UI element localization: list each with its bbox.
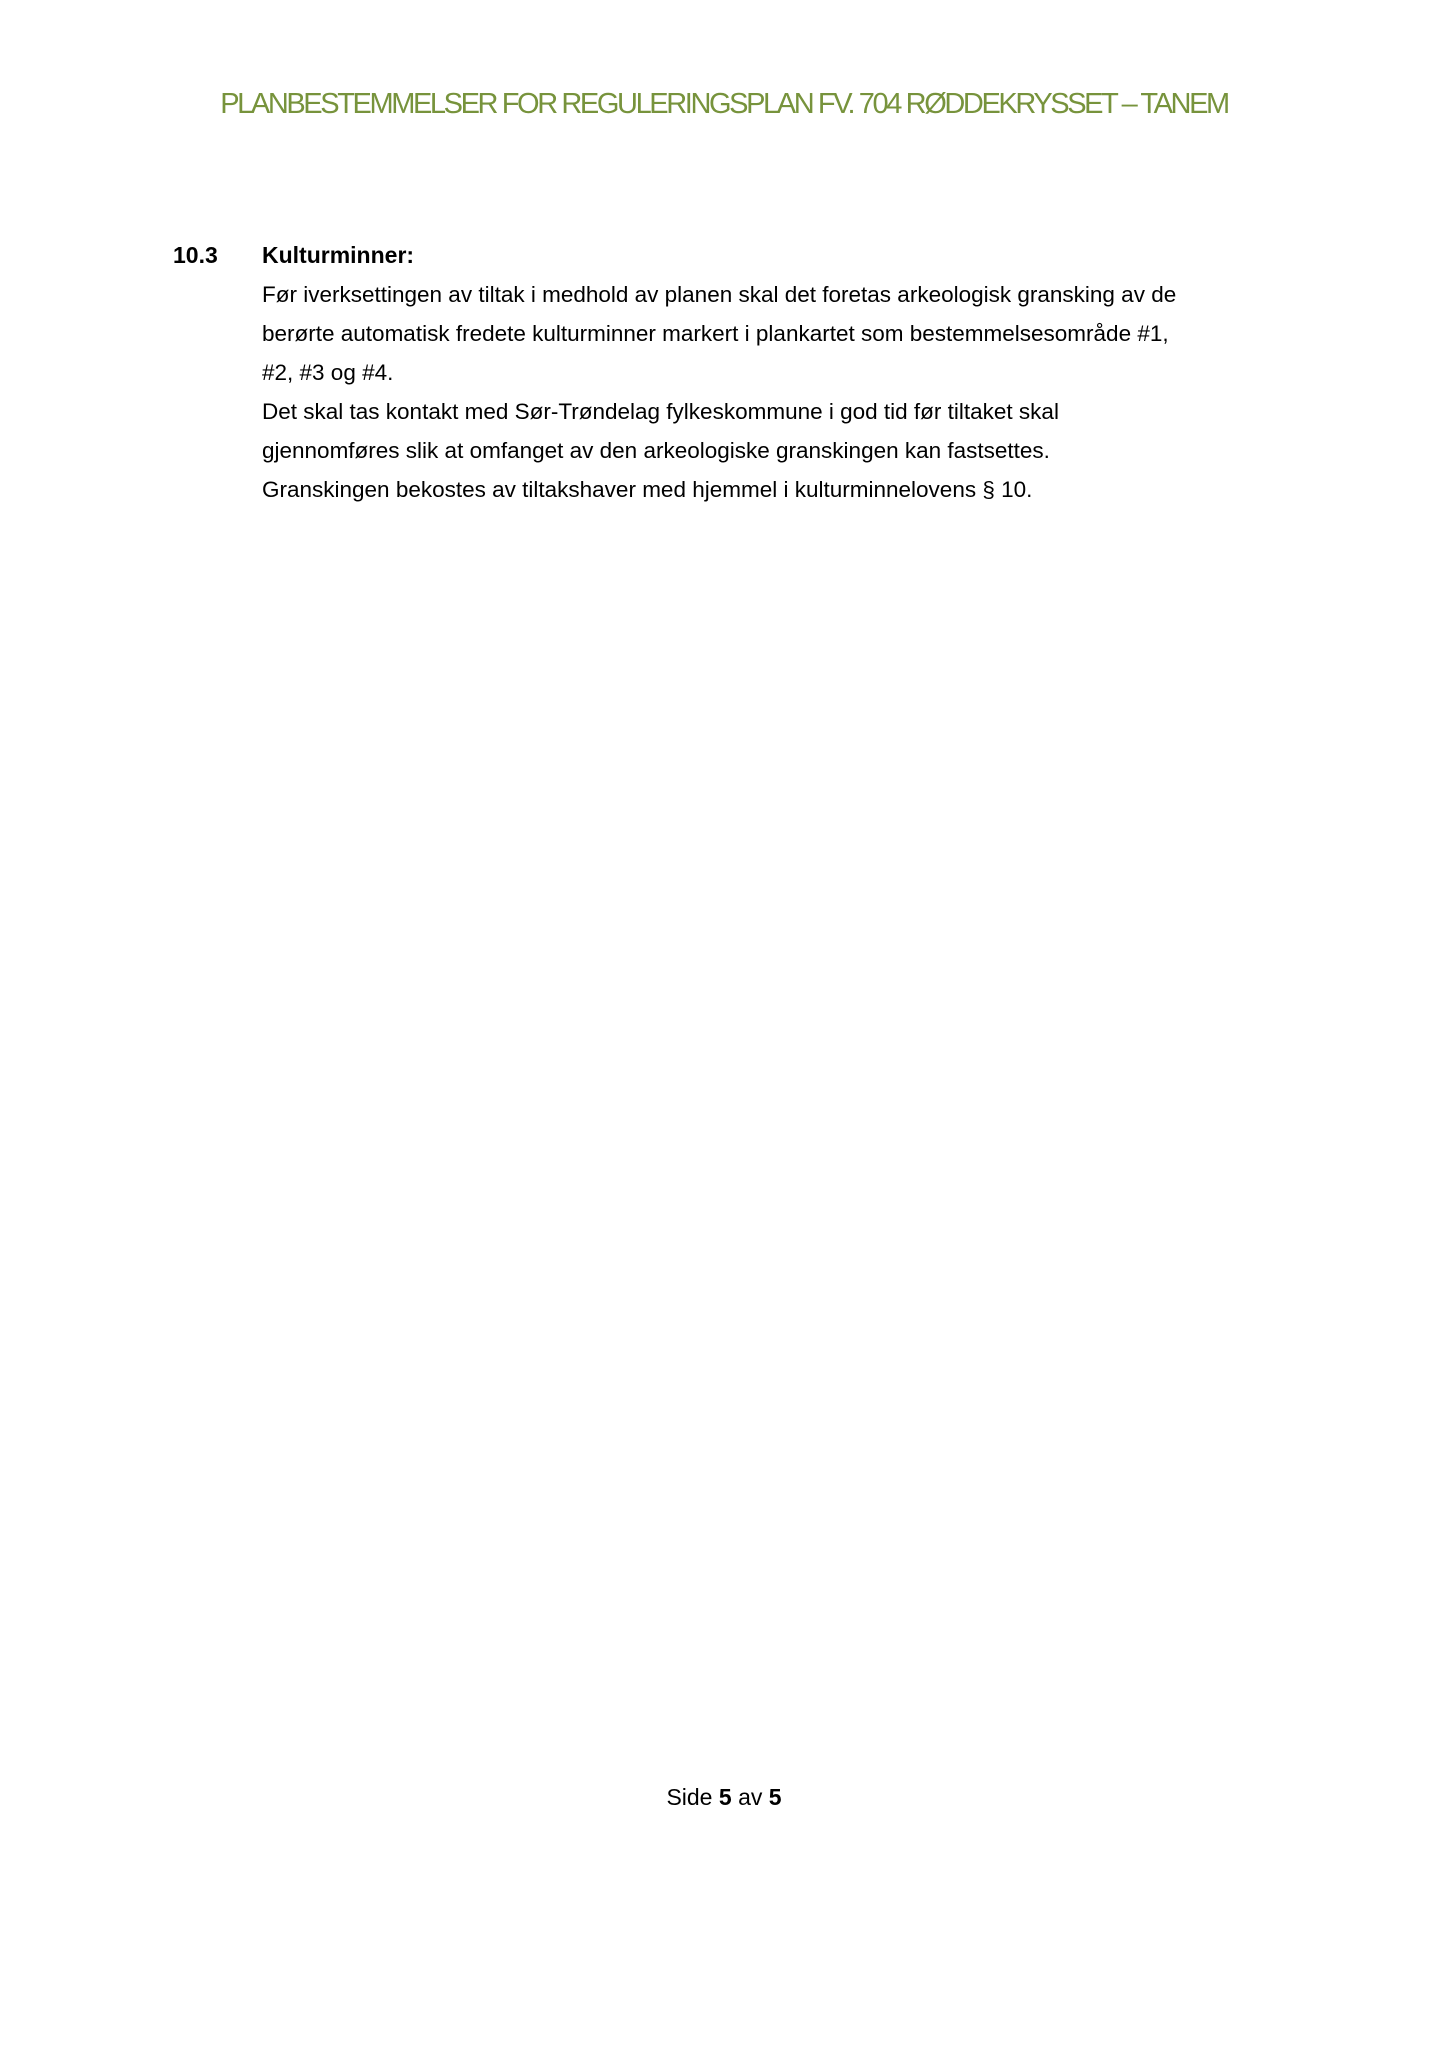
paragraph-line: #2, #3 og #4. — [262, 360, 394, 385]
section-title: Kulturminner: — [262, 242, 415, 268]
paragraph-line: Det skal tas kontakt med Sør-Trøndelag fylkeskommune i god tid før tiltaket skal — [262, 399, 1059, 424]
paragraph-line: Granskingen bekostes av tiltakshaver med hjemmel i kulturminnelovens § 10. — [262, 477, 1033, 502]
current-page-number: 5 — [718, 1784, 732, 1810]
footer-prefix: Side — [666, 1784, 713, 1810]
page-footer — [0, 1782, 1448, 1812]
page-header: PLANBESTEMMELSER FOR REGULERINGSPLAN FV. 704 RØDDEKRYSSET – TANEM — [220, 88, 1228, 120]
paragraph-line: gjennomføres slik at omfanget av den arkeologiske granskingen kan fastsettes. — [262, 438, 1050, 463]
footer-separator: av — [738, 1784, 763, 1810]
paragraph-line: berørte automatisk fredete kulturminner markert i plankartet som bestemmelsesområde #1, — [262, 321, 1169, 346]
total-page-count: 5 — [768, 1784, 782, 1810]
paragraph-line: Før iverksettingen av tiltak i medhold av planen skal det foretas arkeologisk gransking av de — [262, 282, 1177, 307]
section-body — [262, 236, 1342, 509]
section-number: 10.3 — [173, 242, 218, 268]
